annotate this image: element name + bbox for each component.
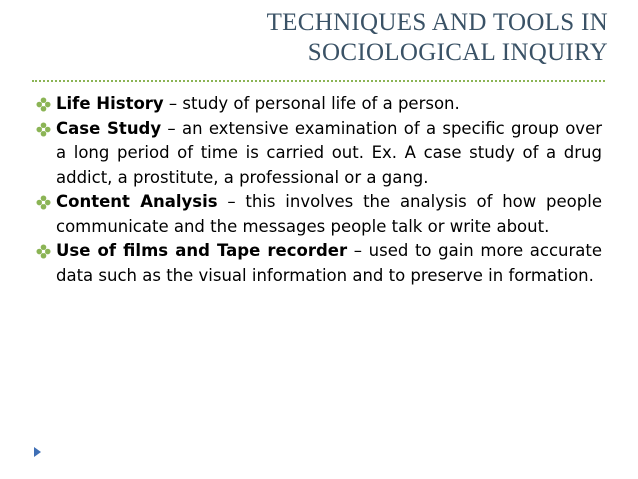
title-line-2: SOCIOLOGICAL INQUIRY	[307, 39, 608, 66]
bullet-item-content-analysis	[34, 190, 602, 239]
slide-title	[128, 8, 608, 68]
bullet-list	[34, 92, 602, 288]
bullet-term: Use of films and Tape recorder	[56, 241, 348, 260]
bullet-text: – this involves the analysis of how people communicate and the messages people talk or write about.	[56, 192, 602, 236]
bullet-item-case-study	[34, 117, 602, 191]
title-divider	[32, 80, 605, 82]
bullet-term: Life History	[56, 94, 164, 113]
bullet-text: – study of personal life of a person.	[163, 94, 460, 113]
bullet-term: Content Analysis	[56, 192, 218, 211]
diamond-bullet-icon	[36, 244, 51, 259]
bullet-text: – an extensive examination of a specific group over a long period of time is carried out. Ex. A case study of a drug addict, a prostitute, a professional or a gang.	[56, 118, 602, 187]
diamond-bullet-icon	[36, 195, 51, 210]
title-line-1: TECHNIQUES AND TOOLS IN	[266, 9, 608, 36]
bullet-term: Case Study	[56, 118, 162, 138]
bullet-item-life-history	[34, 92, 602, 117]
diamond-bullet-icon	[36, 122, 51, 137]
bullet-text: – used to gain more accurate data such as the visual information and to preserve in formation.	[56, 241, 602, 285]
diamond-bullet-icon	[36, 97, 51, 112]
triangle-arrow-icon	[34, 447, 41, 457]
bullet-item-films-tape-recorder	[34, 239, 602, 288]
